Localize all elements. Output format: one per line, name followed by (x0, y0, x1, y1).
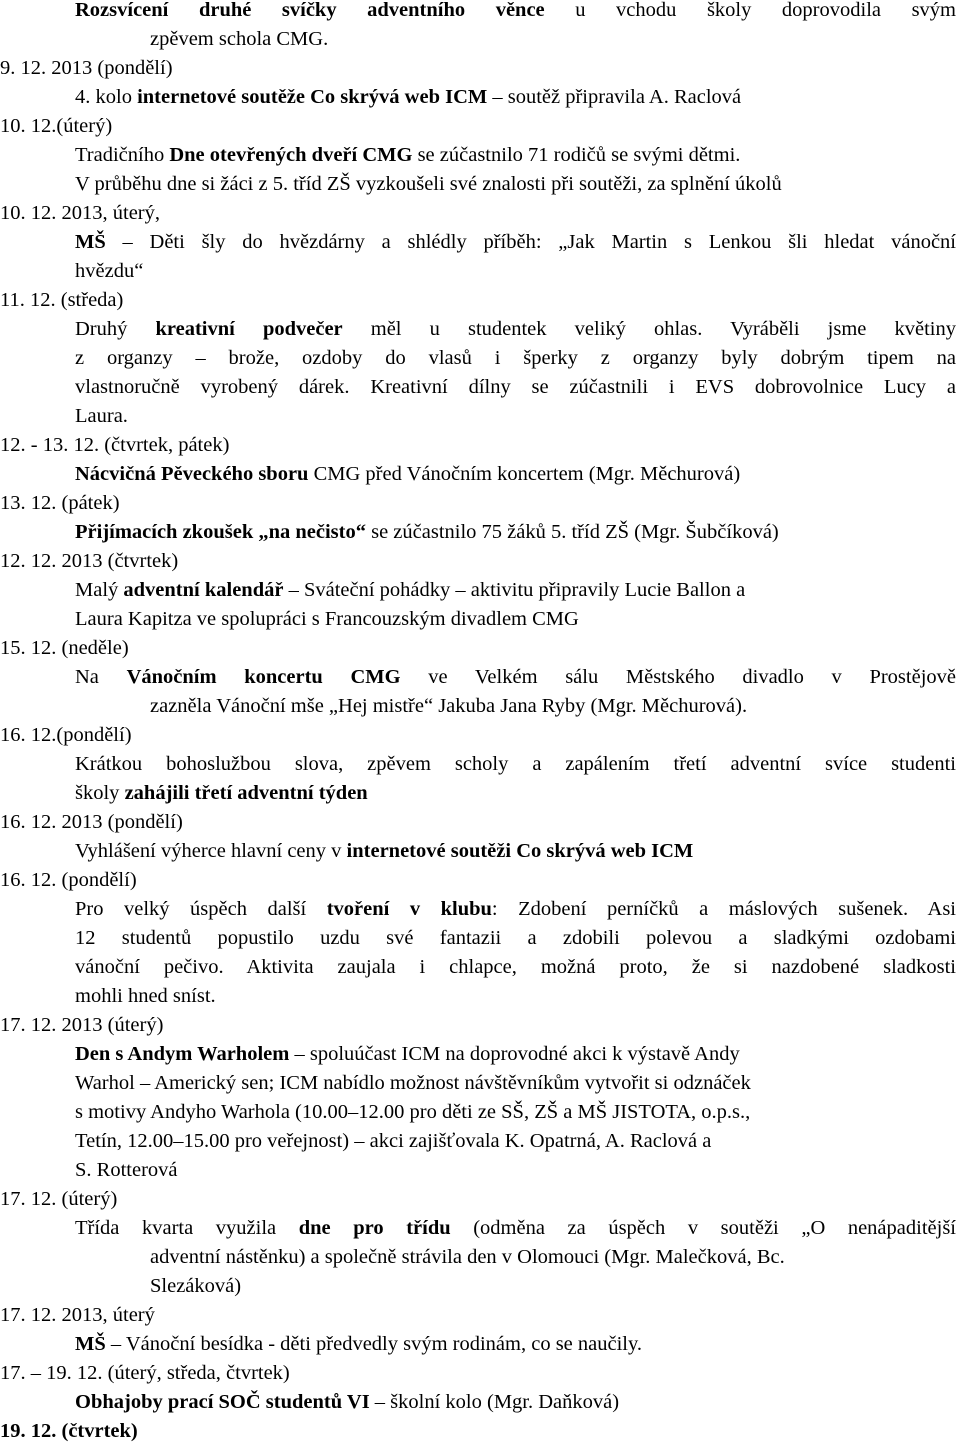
bold-text-segment: Přijímacích zkoušek „na nečisto“ (75, 521, 366, 543)
text-line (75, 605, 956, 634)
text-segment: mohli hned sníst. (75, 985, 216, 1007)
bold-text-segment: MŠ (75, 1333, 106, 1355)
text-line (75, 895, 956, 924)
text-line (75, 924, 956, 953)
text-line (75, 344, 956, 373)
text-segment: 17. 12. (úterý) (0, 1188, 118, 1210)
text-segment: Laura. (75, 405, 128, 427)
text-segment: 11. 12. (středa) (0, 289, 124, 311)
text-segment: – spoluúčast ICM na doprovodné akci k výstavě Andy (289, 1043, 740, 1065)
bold-text-segment: MŠ (75, 231, 106, 253)
text-line (75, 402, 956, 431)
text-line (75, 315, 956, 344)
text-segment: 9. 12. 2013 (pondělí) (0, 57, 173, 79)
text-segment: 10. 12.(úterý) (0, 115, 113, 137)
text-segment: 17. 12. 2013 (úterý) (0, 1014, 164, 1036)
text-line (0, 808, 956, 837)
text-line (75, 982, 956, 1011)
bold-text-segment: Vánočním koncertu CMG (126, 666, 401, 688)
bold-text-segment: adventní kalendář (123, 579, 284, 601)
text-line (150, 692, 956, 721)
text-line (0, 54, 956, 83)
bold-text-segment: internetové soutěži Co skrývá web ICM (346, 840, 694, 862)
text-line (75, 170, 956, 199)
text-line (75, 576, 956, 605)
text-segment: 17. 12. 2013, úterý (0, 1304, 155, 1326)
text-segment: CMG před Vánočním koncertem (Mgr. Měchurová) (308, 463, 741, 485)
bold-text-segment: Nácvičná Pěveckého sboru (75, 463, 309, 485)
text-line (75, 663, 956, 692)
text-segment: Na (75, 666, 127, 688)
text-segment: 16. 12. 2013 (pondělí) (0, 811, 183, 833)
text-segment: Krátkou bohoslužbou slova, zpěvem scholy a zapálením třetí adventní svíce studenti (75, 753, 956, 775)
text-line (0, 1185, 956, 1214)
text-line (0, 286, 956, 315)
text-segment: – Vánoční besídka - děti předvedly svým rodinám, co se naučily. (105, 1333, 643, 1355)
text-line (0, 1417, 956, 1446)
bold-text-segment: Den s Andym Warholem (75, 1043, 290, 1065)
text-segment: Warhol – Americký sen; ICM nabídlo možnost návštěvníkům vytvořit si odznáček (75, 1072, 751, 1094)
text-segment: se zúčastnilo 75 žáků 5. tříd ZŠ (Mgr. Šubčíková) (365, 521, 779, 543)
text-line (75, 953, 956, 982)
text-line (0, 1359, 956, 1388)
text-segment: 15. 12. (neděle) (0, 637, 129, 659)
text-line (75, 83, 956, 112)
text-line (0, 866, 956, 895)
text-segment: Slezáková) (150, 1275, 242, 1297)
text-line (0, 634, 956, 663)
text-segment: – soutěž připravila A. Raclová (487, 86, 742, 108)
text-line (150, 1243, 956, 1272)
bold-text-segment: internetové soutěže Co skrývá web ICM (137, 86, 488, 108)
text-line (150, 25, 956, 54)
text-line (75, 1214, 956, 1243)
text-segment: : Zdobení perníčků a máslových sušenek. Asi (491, 898, 957, 920)
text-segment: 12. - 13. 12. (čtvrtek, pátek) (0, 434, 230, 456)
text-line (75, 141, 956, 170)
text-segment: s motivy Andyho Warhola (10.00–12.00 pro děti ze SŠ, ZŠ a MŠ JISTOTA, o.p.s., (75, 1101, 751, 1123)
text-line (75, 1330, 956, 1359)
text-line (0, 547, 956, 576)
text-line (75, 1156, 956, 1185)
text-line (75, 228, 956, 257)
text-segment: adventní nástěnku) a společně strávila den v Olomouci (Mgr. Malečková, Bc. (150, 1246, 785, 1268)
text-line (75, 1069, 956, 1098)
text-line (75, 779, 956, 808)
text-segment: 4. kolo (75, 86, 138, 108)
text-line (75, 460, 956, 489)
text-segment: – Sváteční pohádky – aktivitu připravily Lucie Ballon a (283, 579, 746, 601)
bold-text-segment: 19. 12. (čtvrtek) (0, 1420, 138, 1442)
bold-text-segment: Obhajoby prací SOČ studentů VI (75, 1391, 370, 1413)
text-line (0, 1011, 956, 1040)
text-segment: Malý (75, 579, 124, 601)
text-segment: u vchodu školy doprovodila svým (544, 0, 956, 21)
text-segment: S. Rotterová (75, 1159, 178, 1181)
text-segment: Laura Kapitza ve spolupráci s Francouzským divadlem CMG (75, 608, 579, 630)
text-segment: 17. – 19. 12. (úterý, středa, čtvrtek) (0, 1362, 290, 1384)
text-line (75, 257, 956, 286)
text-segment: školy (75, 782, 125, 804)
text-segment: Tetín, 12.00–15.00 pro veřejnost) – akci zajišťovala K. Opatrná, A. Raclová a (75, 1130, 712, 1152)
text-segment: se zúčastnilo 71 rodičů se svými dětmi. (412, 144, 741, 166)
text-line (75, 0, 956, 25)
text-line (0, 199, 956, 228)
text-segment: vánoční pečivo. Aktivita zaujala i chlapce, možná proto, že si nazdobené sladkosti (75, 956, 956, 978)
text-line (75, 1127, 956, 1156)
text-segment: Třída kvarta využila (75, 1217, 299, 1239)
text-segment: 10. 12. 2013, úterý, (0, 202, 160, 224)
text-segment: 12 studentů popustilo uzdu své fantazii a zdobili polevou a sladkými ozdobami (75, 927, 956, 949)
text-segment: 16. 12.(pondělí) (0, 724, 132, 746)
bold-text-segment: kreativní podvečer (155, 318, 343, 340)
text-segment: zazněla Vánoční mše „Hej mistře“ Jakuba Jana Ryby (Mgr. Měchurová). (150, 695, 748, 717)
text-line (75, 1098, 956, 1127)
text-line (75, 518, 956, 547)
text-segment: 13. 12. (pátek) (0, 492, 120, 514)
bold-text-segment: Rozsvícení druhé svíčky adventního věnce (75, 0, 545, 21)
text-segment: V průběhu dne si žáci z 5. tříd ZŠ vyzkoušeli své znalosti při soutěži, za splnění úkolů (75, 173, 782, 195)
text-line (0, 112, 956, 141)
text-segment: Tradičního (75, 144, 170, 166)
text-segment: Pro velký úspěch další (75, 898, 327, 920)
bold-text-segment: tvoření v klubu (326, 898, 492, 920)
text-segment: z organzy – brože, ozdoby do vlasů i šperky z organzy byly dobrým tipem na (75, 347, 956, 369)
text-segment: (odměna za úspěch v soutěži „O nenápaditější (450, 1217, 956, 1239)
text-segment: zpěvem schola CMG. (150, 28, 329, 50)
text-line (75, 837, 956, 866)
text-line (75, 750, 956, 779)
text-segment: 12. 12. 2013 (čtvrtek) (0, 550, 179, 572)
bold-text-segment: dne pro třídu (298, 1217, 451, 1239)
text-segment: – školní kolo (Mgr. Daňková) (369, 1391, 620, 1413)
text-segment: Druhý (75, 318, 156, 340)
bold-text-segment: Dne otevřených dveří CMG (169, 144, 413, 166)
text-line (75, 373, 956, 402)
text-segment: – Děti šly do hvězdárny a shlédly příběh: „Jak Martin s Lenkou šli hledat vánoční (105, 231, 956, 253)
text-segment: vlastnoručně vyrobený dárek. Kreativní dílny se zúčastnili i EVS dobrovolnice Lucy a (75, 376, 956, 398)
text-line (0, 721, 956, 750)
text-segment: Vyhlášení výherce hlavní ceny v (75, 840, 347, 862)
bold-text-segment: zahájili třetí adventní týden (124, 782, 368, 804)
text-segment: měl u studentek veliký ohlas. Vyráběli jsme květiny (342, 318, 956, 340)
text-line (75, 1040, 956, 1069)
text-segment: ve Velkém sálu Městského divadlo v Prostějově (400, 666, 957, 688)
text-line (0, 431, 956, 460)
text-line (75, 1388, 956, 1417)
text-line (0, 1301, 956, 1330)
text-line (150, 1272, 956, 1301)
text-line (0, 489, 956, 518)
text-segment: hvězdu“ (75, 260, 144, 282)
text-segment: 16. 12. (pondělí) (0, 869, 137, 891)
